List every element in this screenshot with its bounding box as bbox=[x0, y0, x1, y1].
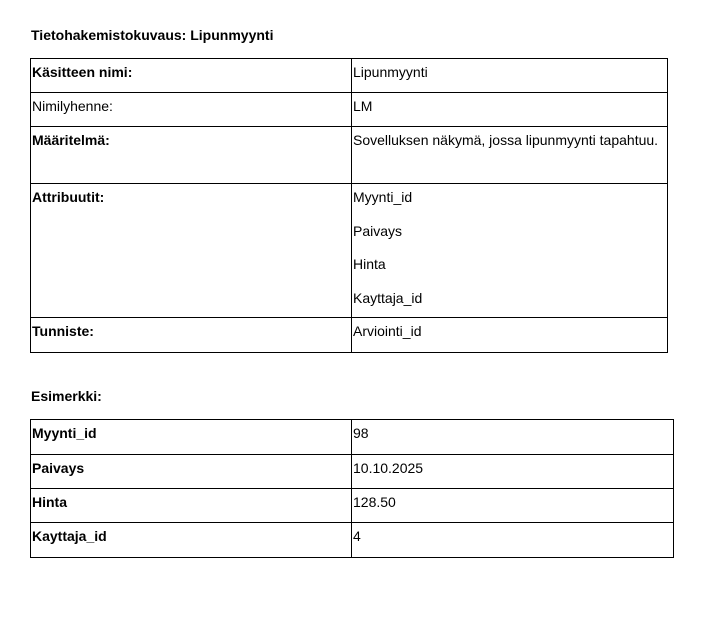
definition-label: Määritelmä: bbox=[31, 127, 352, 184]
table-row bbox=[31, 489, 674, 523]
abbreviation-value: LM bbox=[352, 93, 668, 127]
table-row bbox=[31, 420, 674, 455]
attribute-item: Myynti_id bbox=[353, 189, 413, 205]
concept-name-value: Lipunmyynti bbox=[352, 59, 668, 93]
example-value: 4 bbox=[352, 523, 674, 558]
example-key: Paivays bbox=[31, 455, 352, 489]
table-row bbox=[31, 93, 668, 127]
attributes-value bbox=[352, 184, 668, 318]
attribute-item: Paivays bbox=[353, 222, 403, 239]
concept-table bbox=[30, 58, 668, 353]
definition-value: Sovelluksen näkymä, jossa lipunmyynti tapahtuu. bbox=[352, 127, 668, 184]
example-heading: Esimerkki: bbox=[31, 388, 102, 404]
example-key: Hinta bbox=[31, 489, 352, 523]
identifier-value: Arviointi_id bbox=[352, 318, 668, 353]
table-row bbox=[31, 59, 668, 93]
document-title: Tietohakemistokuvaus: Lipunmyynti bbox=[31, 27, 274, 43]
example-value: 10.10.2025 bbox=[352, 455, 674, 489]
identifier-label: Tunniste: bbox=[31, 318, 352, 353]
example-value: 98 bbox=[352, 420, 674, 455]
abbreviation-label: Nimilyhenne: bbox=[31, 93, 352, 127]
table-row bbox=[31, 318, 668, 353]
example-key: Kayttaja_id bbox=[31, 523, 352, 558]
attributes-label: Attribuutit: bbox=[31, 184, 352, 318]
example-key: Myynti_id bbox=[31, 420, 352, 455]
table-row bbox=[31, 523, 674, 558]
example-table bbox=[30, 419, 674, 558]
attribute-item: Kayttaja_id bbox=[353, 289, 423, 306]
concept-name-label: Käsitteen nimi: bbox=[31, 59, 352, 93]
attribute-item: Hinta bbox=[353, 256, 386, 272]
table-row bbox=[31, 127, 668, 184]
table-row bbox=[31, 455, 674, 489]
table-row bbox=[31, 184, 668, 318]
example-value: 128.50 bbox=[352, 489, 674, 523]
